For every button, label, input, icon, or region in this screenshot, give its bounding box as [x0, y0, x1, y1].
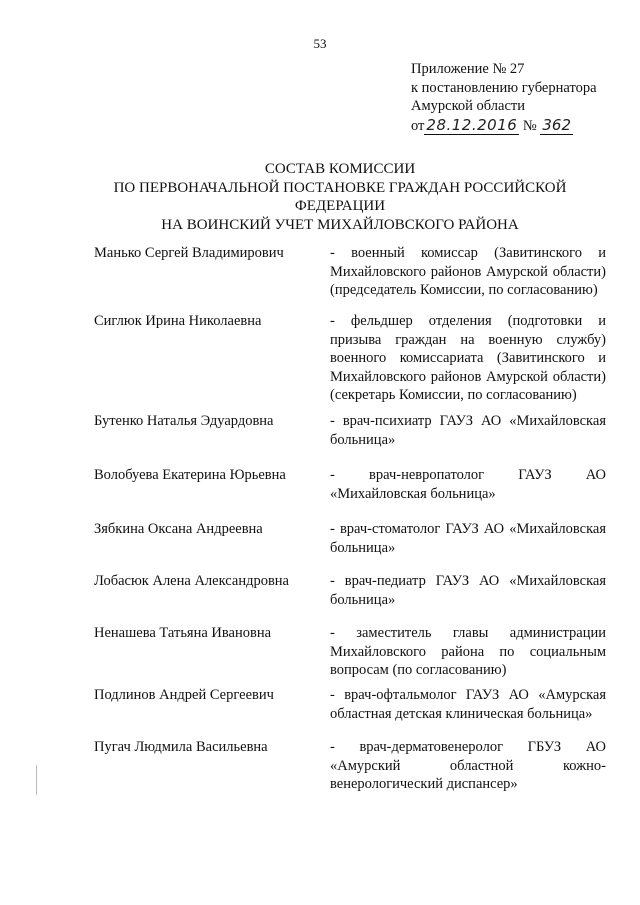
- handwritten-date: 28.12.2016: [426, 115, 518, 134]
- number-prefix: №: [522, 117, 537, 134]
- title-line-2: ПО ПЕРВОНАЧАЛЬНОЙ ПОСТАНОВКЕ ГРАЖДАН РОССИЙСКОЙ ФЕДЕРАЦИИ: [113, 179, 567, 214]
- appendix-block: [411, 60, 597, 135]
- member-name: Волобуева Екатерина Юрьевна: [94, 467, 286, 483]
- member-name: Подлинов Андрей Сергеевич: [94, 687, 274, 703]
- member-name: Сиглюк Ирина Николаевна: [94, 313, 262, 329]
- member-role: - врач-педиатр ГАУЗ АО «Михайловская больница»: [330, 573, 606, 608]
- member-role: - врач-офтальмолог ГАУЗ АО «Амурская областная детская клиническая больница»: [330, 687, 606, 722]
- appendix-line-1: Приложение № 27: [411, 61, 525, 77]
- member-role: - врач-невропатолог ГАУЗ АО «Михайловская больница»: [330, 467, 606, 502]
- member-name: Зябкина Оксана Андреевна: [94, 521, 263, 537]
- member-role: - врач-стоматолог ГАУЗ АО «Михайловская больница»: [330, 521, 606, 556]
- page-number: 53: [313, 36, 327, 51]
- member-name: Пугач Людмила Васильевна: [94, 739, 268, 755]
- member-role: - военный комиссар (Завитинского и Михайловского районов Амурской области) (председатель Комиссии, по согласованию): [330, 245, 606, 298]
- member-role: - фельдшер отделения (подготовки и призыва граждан на военную службу) военного комиссариата (Завитинского и Михайловского районов Амурской области) (секретарь Комиссии, по согласованию): [330, 313, 606, 403]
- member-name: Ненашева Татьяна Ивановна: [94, 625, 272, 641]
- member-name: Бутенко Наталья Эдуардовна: [94, 413, 274, 429]
- appendix-line-2: к постановлению губернатора: [411, 79, 597, 96]
- member-name: Лобасюк Алена Александровна: [94, 573, 289, 589]
- scan-margin-mark: [36, 765, 37, 795]
- document-title: [80, 160, 600, 234]
- appendix-line-3: Амурской области: [411, 98, 525, 114]
- appendix-date-line: [411, 116, 597, 136]
- date-prefix: от: [411, 117, 425, 134]
- handwritten-number: 362: [542, 115, 572, 134]
- title-line-3: НА ВОИНСКИЙ УЧЕТ МИХАЙЛОВСКОГО РАЙОНА: [161, 216, 519, 233]
- member-role: - заместитель главы администрации Михайловского района по социальным вопросам (по согласованию): [330, 625, 606, 678]
- member-role: - врач-дерматовенеролог ГБУЗ АО «Амурский областной кожно-венерологический диспансер»: [330, 739, 606, 792]
- title-line-1: СОСТАВ КОМИССИИ: [264, 161, 416, 177]
- member-role: - врач-психиатр ГАУЗ АО «Михайловская больница»: [330, 413, 606, 448]
- member-name: Манько Сергей Владимирович: [94, 245, 284, 261]
